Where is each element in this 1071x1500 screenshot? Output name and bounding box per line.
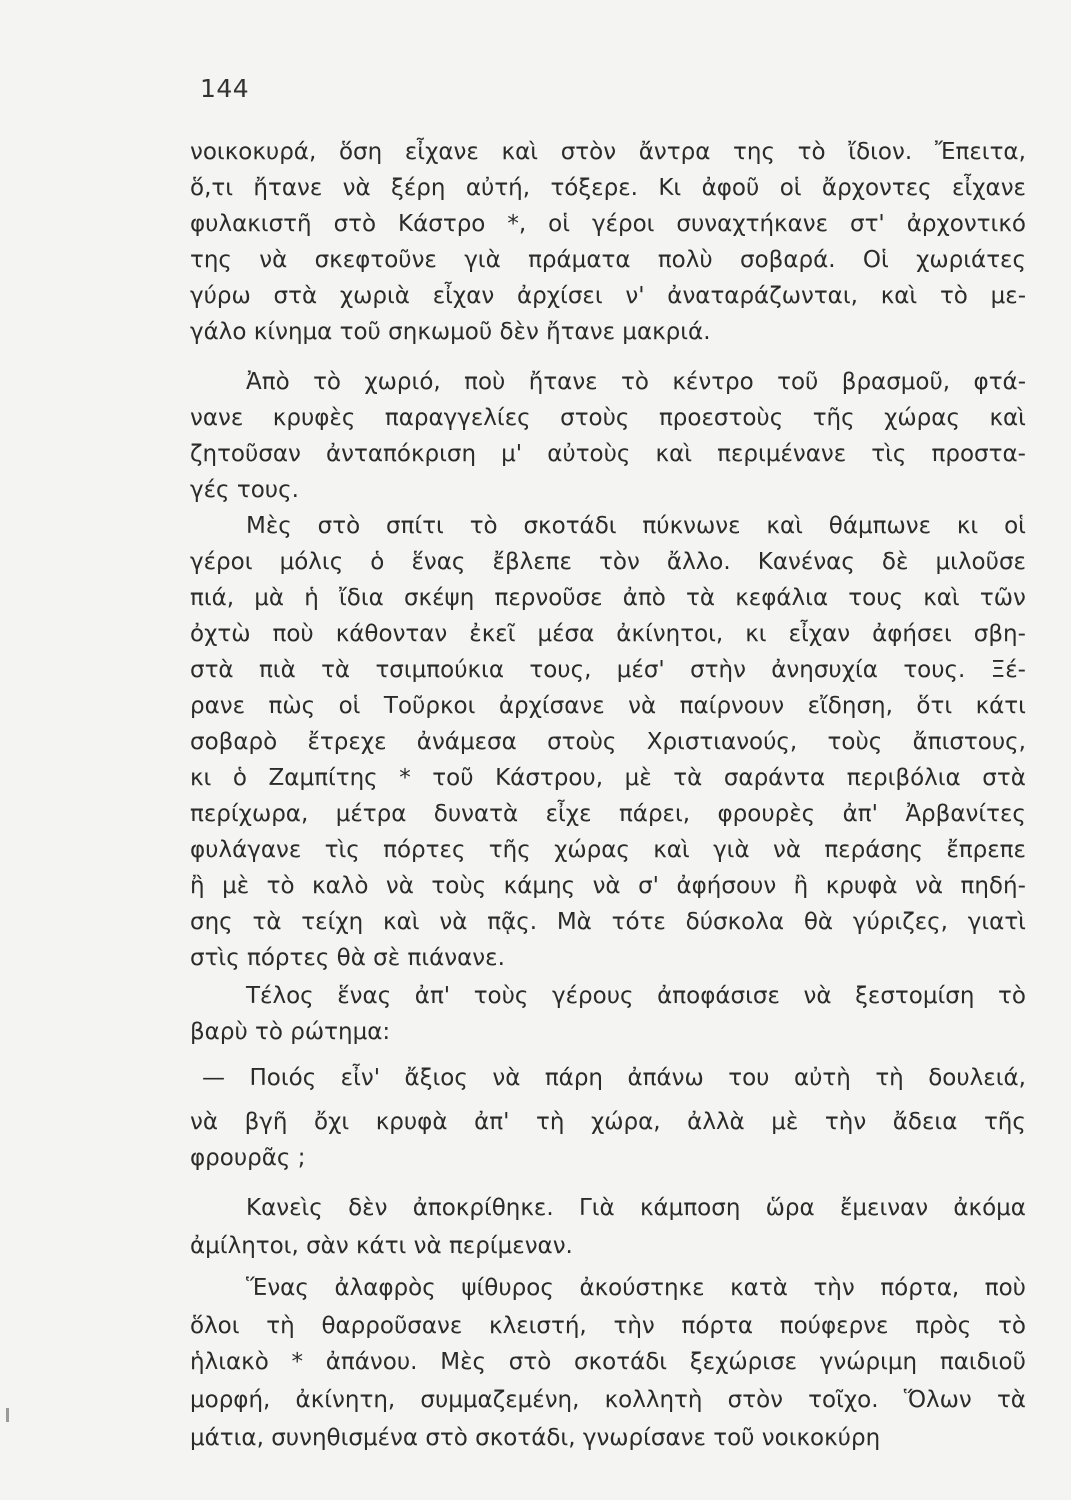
text-line: ἀμίλητοι, σὰν κάτι νὰ περίμεναν. bbox=[190, 1233, 573, 1259]
text-line: κι ὁ Ζαμπίτης * τοῦ Κάστρου, μὲ τὰ σαράντα περιβόλια στὰ bbox=[190, 765, 1026, 791]
text-line: ὅ,τι ἤτανε νὰ ξέρη αὐτή, τόξερε. Κι ἀφοῦ οἱ ἄρχοντες εἶχανε bbox=[190, 175, 1026, 201]
text-line: Μὲς στὸ σπίτι τὸ σκοτάδι πύκνωνε καὶ θάμπωνε κι οἱ bbox=[246, 513, 1026, 539]
text-line: Τέλος ἕνας ἀπ' τοὺς γέρους ἀποφάσισε νὰ ξεστομίση τὸ bbox=[246, 983, 1026, 1009]
text-line: στὶς πόρτες θὰ σὲ πιάνανε. bbox=[190, 945, 505, 971]
text-line: Ἀπὸ τὸ χωριό, ποὺ ἤτανε τὸ κέντρο τοῦ βρασμοῦ, φτά- bbox=[246, 369, 1026, 395]
text-line: φρουρᾶς ; bbox=[190, 1145, 306, 1171]
margin-mark bbox=[6, 1408, 9, 1422]
text-line: νανε κρυφὲς παραγγελίες στοὺς προεστοὺς τῆς χώρας καὶ bbox=[190, 405, 1026, 431]
text-line: Κανεὶς δὲν ἀποκρίθηκε. Γιὰ κάμποση ὥρα ἔμειναν ἀκόμα bbox=[246, 1195, 1026, 1221]
text-line: φυλακιστῆ στὸ Κάστρο *, οἱ γέροι συναχτήκανε στ' ἀρχοντικό bbox=[190, 211, 1026, 237]
text-line: στὰ πιὰ τὰ τσιμπούκια τους, μέσ' στὴν ἀνησυχία τους. Ξέ- bbox=[190, 657, 1026, 683]
text-line: νοικοκυρά, ὅση εἶχανε καὶ στὸν ἄντρα της τὸ ἴδιον. Ἔπειτα, bbox=[190, 139, 1026, 165]
text-line: σης τὰ τείχη καὶ νὰ πᾷς. Μὰ τότε δύσκολα θὰ γύριζες, γιατὶ bbox=[190, 909, 1026, 935]
text-line: της νὰ σκεφτοῦνε γιὰ πράματα πολὺ σοβαρά. Οἱ χωριάτες bbox=[190, 247, 1026, 273]
text-line: περίχωρα, μέτρα δυνατὰ εἶχε πάρει, φρουρὲς ἀπ' Ἀρβανίτες bbox=[190, 801, 1026, 827]
text-line: μάτια, συνηθισμένα στὸ σκοτάδι, γνωρίσανε τοῦ νοικοκύρη bbox=[190, 1425, 881, 1451]
text-line: νὰ βγῆ ὄχι κρυφὰ ἀπ' τὴ χώρα, ἀλλὰ μὲ τὴν ἄδεια τῆς bbox=[190, 1109, 1026, 1135]
text-line: γάλο κίνημα τοῦ σηκωμοῦ δὲν ἤτανε μακριά. bbox=[190, 319, 711, 345]
text-line: ἡλιακὸ * ἀπάνου. Μὲς στὸ σκοτάδι ξεχώρισε γνώριμη παιδιοῦ bbox=[190, 1349, 1026, 1375]
text-line: βαρὺ τὸ ρώτημα: bbox=[190, 1019, 391, 1045]
text-line: πιά, μὰ ἡ ἴδια σκέψη περνοῦσε ἀπὸ τὰ κεφάλια τους καὶ τῶν bbox=[190, 585, 1026, 611]
text-line: φυλάγανε τὶς πόρτες τῆς χώρας καὶ γιὰ νὰ περάσης ἔπρεπε bbox=[190, 837, 1026, 863]
text-line: Ἕνας ἀλαφρὸς ψίθυρος ἀκούστηκε κατὰ τὴν πόρτα, ποὺ bbox=[246, 1275, 1026, 1301]
text-line: ὀχτὼ ποὺ κάθονταν ἐκεῖ μέσα ἀκίνητοι, κι εἶχαν ἀφήσει σβη- bbox=[190, 621, 1026, 647]
text-line: ὅλοι τὴ θαρροῦσανε κλειστή, τὴν πόρτα πούφερνε πρὸς τὸ bbox=[190, 1313, 1026, 1339]
text-line: σοβαρὸ ἔτρεχε ἀνάμεσα στοὺς Χριστιανούς, τοὺς ἄπιστους, bbox=[190, 729, 1026, 755]
text-line: ζητοῦσαν ἀνταπόκριση μ' αὐτοὺς καὶ περιμένανε τὶς προστα- bbox=[190, 441, 1026, 467]
text-line: ρανε πὼς οἱ Τοῦρκοι ἀρχίσανε νὰ παίρνουν εἴδηση, ὅτι κάτι bbox=[190, 693, 1026, 719]
text-line: γέροι μόλις ὁ ἕνας ἔβλεπε τὸν ἄλλο. Κανένας δὲ μιλοῦσε bbox=[190, 549, 1026, 575]
text-line: γύρω στὰ χωριὰ εἶχαν ἀρχίσει ν' ἀναταράζωνται, καὶ τὸ με- bbox=[190, 283, 1026, 309]
text-line: μορφή, ἀκίνητη, συμμαζεμένη, κολλητὴ στὸν τοῖχο. Ὅλων τὰ bbox=[190, 1387, 1026, 1413]
text-line: ἢ μὲ τὸ καλὸ νὰ τοὺς κάμης νὰ σ' ἀφήσουν ἢ κρυφὰ νὰ πηδή- bbox=[190, 873, 1026, 899]
text-line: γές τους. bbox=[190, 477, 299, 503]
text-line: — Ποιός εἶν' ἄξιος νὰ πάρη ἀπάνω του αὐτὴ τὴ δουλειά, bbox=[202, 1065, 1026, 1091]
page-number: 144 bbox=[200, 74, 250, 103]
